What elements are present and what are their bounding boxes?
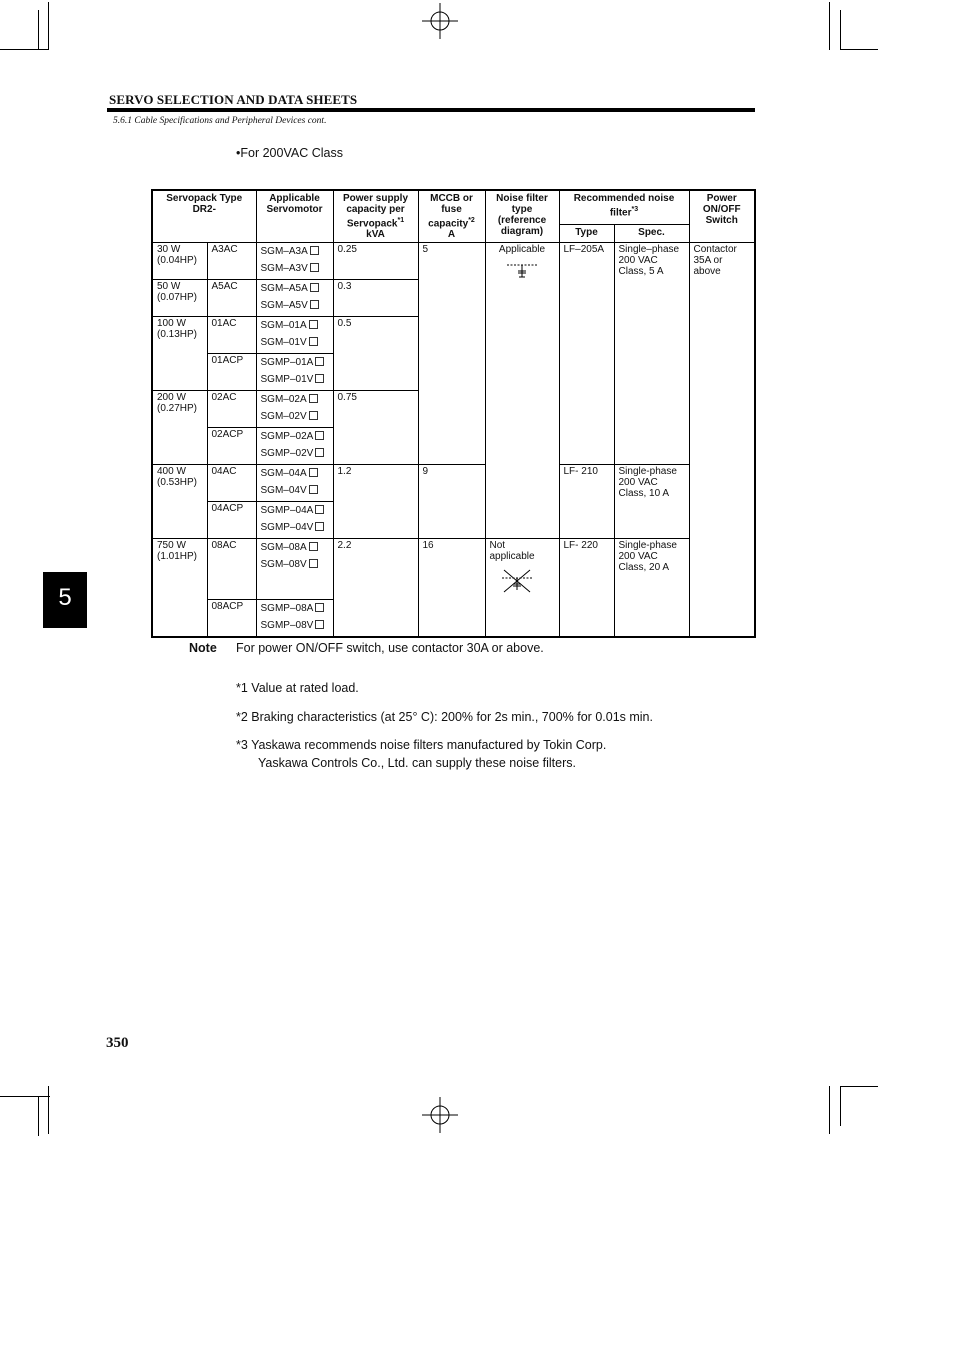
filter-not-applicable-cell: Not applicable (485, 539, 559, 638)
power-cell: 100 W (0.13HP) (152, 317, 207, 391)
kva-cell: 0.75 (333, 391, 418, 465)
model-cell: 01ACP (207, 354, 256, 391)
intro-text: •For 200VAC Class (236, 146, 343, 160)
model-cell: 01AC (207, 317, 256, 354)
motor-cell: SGM–A3A SGM–A3V (256, 243, 333, 280)
rec-spec-cell: Single–phase 200 VAC Class, 5 A (614, 243, 689, 465)
power-cell: 50 W (0.07HP) (152, 280, 207, 317)
rec-type-cell: LF–205A (559, 243, 614, 465)
noise-filter-not-applicable-icon (500, 568, 540, 594)
power-switch-cell: Contactor 35A or above (689, 243, 755, 638)
mccb-cell: 5 (418, 243, 485, 465)
footnote-2: *2 Braking characteristics (at 25° C): 200% for 2s min., 700% for 0.01s min. (236, 710, 653, 724)
chapter-tab: 5 (43, 572, 87, 628)
motor-cell: SGMP–02A SGMP–02V (256, 428, 333, 465)
subsection-title: 5.6.1 Cable Specifications and Peripheral Devices cont. (113, 116, 327, 126)
kva-cell: 1.2 (333, 465, 418, 539)
header-power-supply: Power supply capacity per Servopack$^{*1}$ kVA (333, 190, 418, 243)
mccb-cell: 9 (418, 465, 485, 539)
mccb-cell: 16 (418, 539, 485, 638)
crop-mark (829, 2, 830, 50)
noise-filter-applicable-icon (502, 259, 542, 281)
crop-mark (840, 1086, 878, 1087)
crop-mark (840, 49, 878, 50)
header-rule (107, 108, 755, 112)
model-cell: A3AC (207, 243, 256, 280)
header-power-switch: Power ON/OFF Switch (689, 190, 755, 243)
header-applicable-servomotor: Applicable Servomotor (256, 190, 333, 243)
crop-mark (48, 1086, 49, 1134)
motor-cell: SGM–04A SGM–04V (256, 465, 333, 502)
motor-cell: SGM–08A SGM–08V (256, 539, 333, 600)
header-rec-spec: Spec. (614, 225, 689, 243)
note-label: Note (189, 641, 217, 655)
motor-cell: SGM–02A SGM–02V (256, 391, 333, 428)
registration-mark-icon (422, 1097, 458, 1133)
spec-table (151, 189, 756, 638)
crop-mark (38, 1096, 39, 1136)
header-recommended-filter: Recommended noise filter$^{*3}$ (559, 190, 689, 225)
crop-mark (840, 10, 841, 50)
header-rec-type: Type (559, 225, 614, 243)
model-cell: 02AC (207, 391, 256, 428)
motor-cell: SGMP–01A SGMP–01V (256, 354, 333, 391)
model-cell: 08ACP (207, 600, 256, 638)
model-cell: 04AC (207, 465, 256, 502)
kva-cell: 2.2 (333, 539, 418, 638)
crop-mark (0, 49, 48, 50)
motor-cell: SGMP–04A SGMP–04V (256, 502, 333, 539)
table-row (152, 465, 755, 502)
rec-spec-cell: Single-phase 200 VAC Class, 20 A (614, 539, 689, 638)
kva-cell: 0.5 (333, 317, 418, 391)
crop-mark (840, 1086, 841, 1126)
header-servopack-type: Servopack Type DR2- (152, 190, 256, 243)
rec-type-cell: LF- 220 (559, 539, 614, 638)
motor-cell: SGMP–08A SGMP–08V (256, 600, 333, 638)
page-number: 350 (106, 1035, 129, 1051)
rec-spec-cell: Single-phase 200 VAC Class, 10 A (614, 465, 689, 539)
header-noise-filter-type: Noise filter type (reference diagram) (485, 190, 559, 243)
section-title: SERVO SELECTION AND DATA SHEETS (109, 92, 358, 107)
power-cell: 750 W (1.01HP) (152, 539, 207, 638)
model-cell: 08AC (207, 539, 256, 600)
table-row (152, 243, 755, 280)
power-cell: 400 W (0.53HP) (152, 465, 207, 539)
crop-mark (48, 2, 49, 50)
kva-cell: 0.25 (333, 243, 418, 280)
footnote-3: *3 Yaskawa recommends noise filters manufactured by Tokin Corp. (236, 738, 607, 752)
crop-mark (38, 10, 39, 50)
table-row (152, 539, 755, 600)
footnote-3-continued: Yaskawa Controls Co., Ltd. can supply these noise filters. (258, 756, 576, 770)
crop-mark (829, 1086, 830, 1134)
power-cell: 200 W (0.27HP) (152, 391, 207, 465)
model-cell: 04ACP (207, 502, 256, 539)
model-cell: A5AC (207, 280, 256, 317)
note-text: For power ON/OFF switch, use contactor 30A or above. (236, 641, 544, 655)
kva-cell: 0.3 (333, 280, 418, 317)
crop-mark (0, 1096, 50, 1097)
rec-type-cell: LF- 210 (559, 465, 614, 539)
filter-applicable-cell: Applicable (485, 243, 559, 539)
model-cell: 02ACP (207, 428, 256, 465)
header-mccb: MCCB or fuse capacity$^{*2}$ A (418, 190, 485, 243)
motor-cell: SGM–A5A SGM–A5V (256, 280, 333, 317)
footnote-1: *1 Value at rated load. (236, 681, 359, 695)
power-cell: 30 W (0.04HP) (152, 243, 207, 280)
registration-mark-icon (422, 3, 458, 39)
motor-cell: SGM–01A SGM–01V (256, 317, 333, 354)
